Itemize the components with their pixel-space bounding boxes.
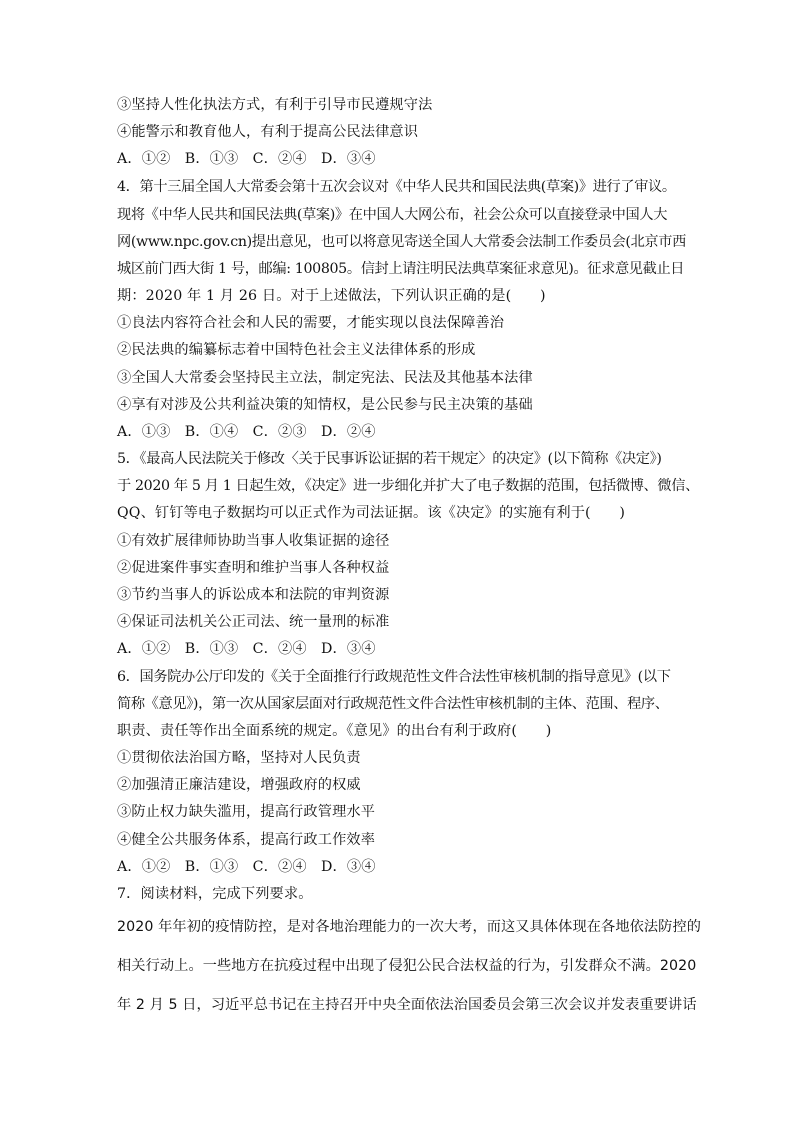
- q4-option-2: ②民法典的编纂标志着中国特色社会主义法律体系的形成: [117, 342, 476, 358]
- q5-option-1: ①有效扩展律师协助当事人收集证据的途径: [117, 533, 390, 549]
- q5-stem-line: QQ、钉钉等电子数据均可以正式作为司法证据。该《决定》的实施有利于( ): [117, 505, 626, 521]
- q5-option-2: ②促进案件事实查明和维护当事人各种权益: [117, 560, 390, 576]
- q4-answer-choices: A．①③ B．①④ C．②③ D．②④: [117, 424, 376, 440]
- q6-option-2: ②加强清正廉洁建设，增强政府的权威: [117, 777, 361, 793]
- q5-stem-line: 于 2020 年 5 月 1 日起生效，《决定》进一步细化并扩大了电子数据的范围，包括微博、微信、: [117, 478, 699, 494]
- q6-stem-line: 简称《意见》)，第一次从国家层面对行政规范性文件合法性审核机制的主体、范围、程序、: [117, 696, 669, 712]
- q4-option-3: ③全国人大常委会坚持民主立法，制定宪法、民法及其他基本法律: [117, 370, 533, 386]
- q4-stem-line: 城区前门西大街 1 号，邮编: 100805。信封上请注明民法典草案征求意见)。征求意见截止日: [117, 261, 685, 277]
- q6-option-4: ④健全公共服务体系，提高行政工作效率: [117, 832, 376, 848]
- q7-material-line: 相关行动上。一些地方在抗疫过程中出现了侵犯公民合法权益的行为，引发群众不满。2020: [117, 958, 697, 974]
- q4-stem-line: 4．第十三届全国人大常委会第十五次会议对《中华人民共和国民法典(草案)》进行了审议。: [117, 179, 676, 195]
- prev-statement-3: ③坚持人性化执法方式，有利于引导市民遵规守法: [117, 97, 433, 113]
- q4-stem-line: 期：2020 年 1 月 26 日。对于上述做法，下列认识正确的是( ): [117, 288, 546, 304]
- q6-answer-choices: A．①② B．①③ C．②④ D．③④: [117, 859, 376, 875]
- q4-stem-line: 现将《中华人民共和国民法典(草案)》在中国人大网公布，社会公众可以直接登录中国人大: [117, 207, 668, 223]
- q7-material-line: 年 2 月 5 日，习近平总书记在主持召开中央全面依法治国委员会第三次会议并发表重要讲话: [117, 997, 697, 1013]
- q5-option-3: ③节约当事人的诉讼成本和法院的审判资源: [117, 587, 390, 603]
- q4-option-1: ①良法内容符合社会和人民的需要，才能实现以良法保障善治: [117, 315, 505, 331]
- q6-stem-line: 6．国务院办公厅印发的《关于全面推行行政规范性文件合法性审核机制的指导意见》(以下: [117, 669, 671, 685]
- q6-option-3: ③防止权力缺失滥用，提高行政管理水平: [117, 804, 376, 820]
- q5-answer-choices: A．①② B．①③ C．②④ D．③④: [117, 641, 376, 657]
- q7-material-line: 2020 年年初的疫情防控，是对各地治理能力的一次大考，而这又具体体现在各地依法防控的: [117, 919, 702, 935]
- q4-stem-line: 网(www.npc.gov.cn)提出意见，也可以将意见寄送全国人大常委会法制工作委员会(北京市西: [117, 234, 686, 250]
- q4-option-4: ④享有对涉及公共利益决策的知情权，是公民参与民主决策的基础: [117, 397, 533, 413]
- q6-stem-line: 职责、责任等作出全面系统的规定。《意见》的出台有利于政府( ): [117, 723, 552, 739]
- q5-option-4: ④保证司法机关公正司法、统一量刑的标准: [117, 614, 390, 630]
- prev-answer-choices: A．①② B．①③ C．②④ D．③④: [117, 151, 376, 167]
- q6-option-1: ①贯彻依法治国方略，坚持对人民负责: [117, 750, 361, 766]
- prev-statement-4: ④能警示和教育他人，有利于提高公民法律意识: [117, 124, 419, 140]
- q7-stem: 7．阅读材料，完成下列要求。: [117, 886, 313, 902]
- q5-stem-line: 5．《最高人民法院关于修改〈关于民事诉讼证据的若干规定〉的决定》(以下简称《决定》): [117, 451, 662, 467]
